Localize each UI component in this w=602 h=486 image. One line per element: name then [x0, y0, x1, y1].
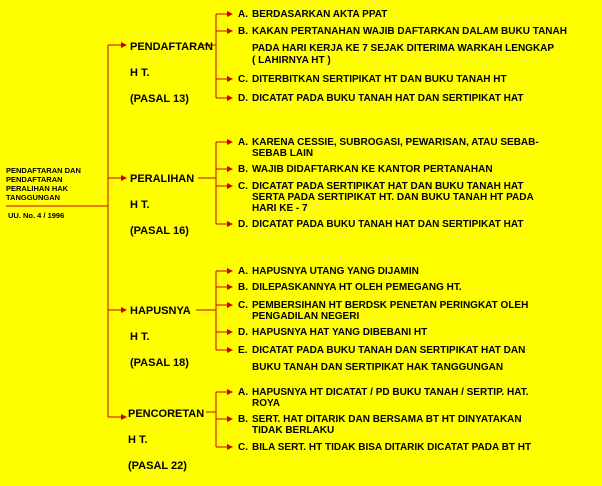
root-title-line: PENDAFTARAN [6, 175, 63, 184]
item-text: DICATAT PADA SERTIPIKAT HAT DAN BUKU TANAH HAT [252, 181, 524, 192]
section-title-line: (PASAL 22) [128, 460, 187, 472]
section-title-pencoretan [128, 395, 204, 486]
section-title-line: (PASAL 16) [130, 225, 189, 237]
pendaftaran-item-a [238, 9, 387, 20]
item-text: PEMBERSIHAN HT BERDSK PENETAN PERINGKAT OLEH [252, 300, 529, 311]
item-letter: A. [238, 9, 248, 20]
section-title-line: (PASAL 13) [130, 93, 189, 105]
item-letter: C. [238, 181, 248, 192]
pencoretan-item-a-cont: ROYA [252, 398, 280, 409]
hapusnya-item-d [238, 327, 427, 338]
section-title-line: PERALIHAN [130, 173, 195, 185]
item-text: DILEPASKANNYA HT OLEH PEMEGANG HT. [252, 282, 462, 293]
hapusnya-item-e-cont: BUKU TANAH DAN SERTIPIKAT HAK TANGGUNGAN [252, 362, 504, 373]
section-title-line: H T. [130, 331, 150, 343]
item-letter: B. [238, 164, 248, 175]
item-letter: D. [238, 93, 248, 104]
section-title-line: (PASAL 18) [130, 357, 189, 369]
pendaftaran-item-c [238, 74, 507, 85]
item-text: HAPUSNYA HT DICATAT / PD BUKU TANAH / SERTIP. HAT. [252, 387, 529, 398]
hapusnya-item-a [238, 266, 419, 277]
section-title-line: HAPUSNYA [130, 305, 191, 317]
hapusnya-item-c-cont: PENGADILAN NEGERI [252, 311, 360, 322]
item-letter: D. [238, 219, 248, 230]
root-title [6, 166, 98, 202]
section-title-line: PENDAFTARAN [130, 41, 213, 53]
item-text: WAJIB DIDAFTARKAN KE KANTOR PERTANAHAN [252, 164, 493, 175]
item-text: DICATAT PADA BUKU TANAH HAT DAN SERTIPIKAT HAT [252, 219, 524, 230]
item-text: BILA SERT. HT TIDAK BISA DITARIK DICATAT PADA BT HT [252, 442, 532, 453]
item-text: DICATAT PADA BUKU TANAH HAT DAN SERTIPIKAT HAT [252, 93, 524, 104]
section-title-peralihan [130, 160, 194, 251]
item-text: HAPUSNYA UTANG YANG DIJAMIN [252, 266, 419, 277]
hapusnya-item-e [238, 345, 525, 356]
item-text: SERT. HAT DITARIK DAN BERSAMA BT HT DINYATAKAN [252, 414, 522, 425]
hapusnya-item-b [238, 282, 462, 293]
section-title-line: H T. [130, 67, 150, 79]
section-title-line: H T. [128, 434, 148, 446]
peralihan-item-a-cont: SEBAB LAIN [252, 148, 314, 159]
section-title-line: PENCORETAN [128, 408, 205, 420]
item-letter: C. [238, 74, 248, 85]
peralihan-item-a [238, 137, 539, 148]
item-letter: A. [238, 266, 248, 277]
item-letter: B. [238, 414, 248, 425]
pencoretan-item-c [238, 442, 531, 453]
root-title-line: PENDAFTARAN DAN [6, 166, 81, 175]
item-letter: C. [238, 300, 248, 311]
item-text: BERDASARKAN AKTA PPAT [252, 9, 388, 20]
root-title-line: PERALIHAN HAK [6, 184, 69, 193]
item-letter: B. [238, 26, 248, 37]
peralihan-item-c-cont: SERTA PADA SERTIPIKAT HT. DAN BUKU TANAH HT PADA [252, 192, 534, 203]
peralihan-item-b [238, 164, 493, 175]
root-reference: UU. No. 4 / 1996 [8, 211, 65, 220]
item-letter: E. [238, 345, 248, 356]
hapusnya-item-c [238, 300, 528, 311]
section-title-hapusnya [130, 292, 191, 383]
root-title-line: TANGGUNGAN [6, 193, 61, 202]
section-title-line: H T. [130, 199, 150, 211]
item-text: DICATAT PADA BUKU TANAH DAN SERTIPIKAT HAT DAN [252, 345, 526, 356]
item-letter: B. [238, 282, 248, 293]
pencoretan-item-a [238, 387, 529, 398]
pendaftaran-item-b-cont: PADA HARI KERJA KE 7 SEJAK DITERIMA WARKAH LENGKAP [252, 43, 555, 54]
pencoretan-item-b-cont: TIDAK BERLAKU [252, 425, 335, 436]
pendaftaran-item-b-cont: ( LAHIRNYA HT ) [252, 55, 331, 66]
peralihan-item-c-cont: HARI KE - 7 [252, 203, 308, 214]
item-text: DITERBITKAN SERTIPIKAT HT DAN BUKU TANAH HT [252, 74, 507, 85]
section-title-pendaftaran [130, 28, 213, 119]
pencoretan-item-b [238, 414, 522, 425]
item-letter: A. [238, 137, 248, 148]
peralihan-item-d [238, 219, 523, 230]
item-text: KARENA CESSIE, SUBROGASI, PEWARISAN, ATAU SEBAB- [252, 137, 539, 148]
peralihan-item-c [238, 181, 523, 192]
item-letter: A. [238, 387, 248, 398]
item-letter: C. [238, 442, 248, 453]
item-text: HAPUSNYA HAT YANG DIBEBANI HT [252, 327, 428, 338]
pendaftaran-item-b [238, 26, 567, 37]
pendaftaran-item-d [238, 93, 523, 104]
item-text: KAKAN PERTANAHAN WAJIB DAFTARKAN DALAM BUKU TANAH [252, 26, 567, 37]
item-letter: D. [238, 327, 248, 338]
